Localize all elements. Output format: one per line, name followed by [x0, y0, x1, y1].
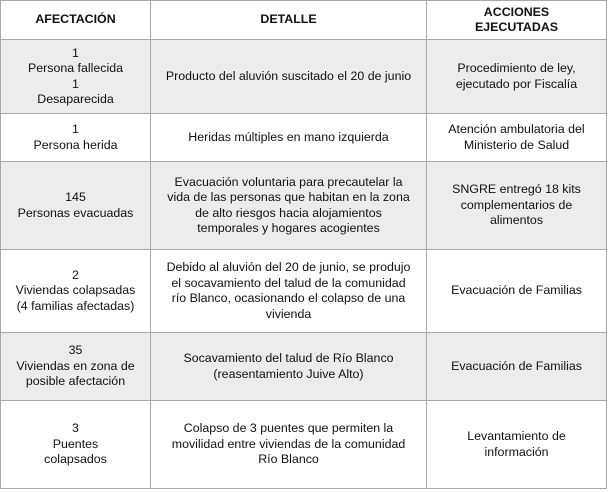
cell-detalle [151, 333, 427, 401]
cell-acciones [427, 250, 607, 333]
cell-afectacion [1, 333, 151, 401]
cell-afectacion-line: Desaparecida [37, 92, 114, 106]
cell-afectacion [1, 162, 151, 250]
header-detalle: DETALLE [151, 1, 427, 40]
cell-acciones-line: SNGRE entregó 18 kits [452, 182, 581, 197]
cell-detalle-line: el socavamiento del talud de la comunidad [171, 275, 406, 290]
cell-detalle-line: Río Blanco [258, 452, 319, 467]
cell-detalle-line: Debido al aluvión del 20 de junio, se produjo [166, 260, 411, 274]
cell-afectacion-line: 145 [65, 190, 86, 204]
table-row [1, 40, 607, 114]
cell-afectacion-line: Viviendas colapsadas [15, 283, 136, 298]
cell-acciones-line: Atención ambulatoria del [448, 122, 585, 136]
cell-afectacion-line: 1 [72, 76, 79, 91]
cell-acciones-line: Evacuación de Familias [451, 358, 582, 373]
cell-afectacion-line: Persona herida [33, 137, 118, 152]
cell-detalle-line: Colapso de 3 puentes que permiten la [183, 421, 394, 436]
cell-detalle-line: temporales y hogares acogientes [197, 221, 380, 235]
cell-detalle-line: vivienda [265, 306, 312, 321]
cell-afectacion-line: 2 [72, 267, 79, 282]
cell-detalle-line: Heridas múltiples en mano izquierda [188, 129, 389, 144]
cell-detalle-line: movilidad entre viviendas de la comunidad [171, 436, 406, 451]
cell-acciones [427, 333, 607, 401]
cell-afectacion-line: 3 [72, 421, 79, 436]
cell-acciones-line: Evacuación de Familias [451, 283, 582, 298]
cell-acciones-line: complementarios de [460, 197, 573, 212]
cell-detalle-line: Socavamiento del talud de Río Blanco [183, 351, 394, 365]
cell-acciones-line: Levantamiento de [467, 429, 566, 443]
cell-afectacion-line: 1 [72, 122, 79, 136]
header-acciones-label: ACCIONES [483, 4, 550, 19]
header-acciones-label-2: EJECUTADAS [474, 20, 559, 34]
cell-afectacion-line: colapsados [44, 452, 107, 467]
cell-detalle-line: vida de las personas que habitan en la zona [167, 190, 410, 204]
cell-detalle [151, 114, 427, 162]
cell-acciones [427, 401, 607, 489]
cell-detalle-line: Producto del aluvión suscitado el 20 de junio [165, 68, 412, 83]
cell-detalle [151, 250, 427, 333]
cell-detalle-line: de alto riesgos hacia alojamientos [195, 205, 382, 220]
cell-detalle-line: río Blanco, ocasionando el colapso de una [171, 291, 406, 305]
table-row [1, 114, 607, 162]
cell-acciones [427, 114, 607, 162]
cell-afectacion-line: 35 [68, 343, 83, 358]
cell-afectacion-line: 1 [72, 45, 79, 60]
cell-detalle-line: Evacuación voluntaria para precautelar la [174, 174, 403, 189]
header-acciones [427, 1, 607, 40]
table-row [1, 250, 607, 333]
cell-acciones-line: Procedimiento de ley, [457, 61, 576, 75]
cell-acciones-line: información [484, 444, 549, 459]
table-row [1, 162, 607, 250]
cell-afectacion [1, 401, 151, 489]
cell-detalle [151, 401, 427, 489]
cell-detalle [151, 162, 427, 250]
cell-afectacion-line: Puentes [52, 436, 99, 451]
cell-acciones [427, 40, 607, 114]
cell-afectacion [1, 250, 151, 333]
cell-acciones-line: Ministerio de Salud [463, 137, 570, 152]
cell-afectacion-line: Persona fallecida [27, 61, 124, 75]
cell-afectacion [1, 40, 151, 114]
cell-acciones [427, 162, 607, 250]
cell-afectacion-line: (4 familias afectadas) [16, 298, 135, 313]
header-afectacion: AFECTACIÓN [1, 1, 151, 40]
table-row [1, 401, 607, 489]
cell-detalle [151, 40, 427, 114]
cell-afectacion-line: Viviendas en zona de [16, 358, 135, 373]
cell-acciones-line: alimentos [489, 213, 544, 228]
cell-afectacion-line: posible afectación [25, 374, 126, 389]
cell-detalle-line: (reasentamiento Juive Alto) [213, 366, 364, 381]
header-row [1, 1, 607, 40]
cell-acciones-line: ejecutado por Fiscalía [455, 76, 578, 91]
table-row [1, 333, 607, 401]
cell-afectacion-line: Personas evacuadas [17, 205, 134, 220]
cell-afectacion [1, 114, 151, 162]
